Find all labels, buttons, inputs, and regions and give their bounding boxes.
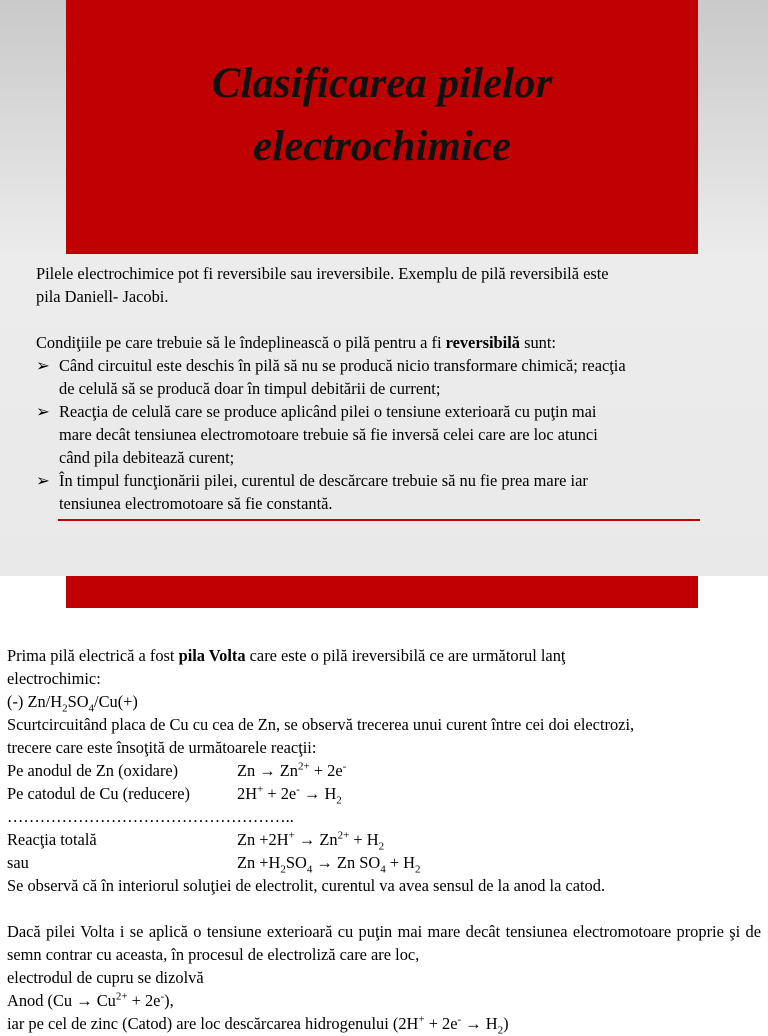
alt-reaction [7, 851, 761, 874]
eq-part: → H [461, 1014, 498, 1033]
eq-sup: 2+ [298, 760, 310, 773]
cond-end: sunt: [519, 333, 556, 352]
electrochemical-chain [7, 690, 761, 713]
chain-sub: 4 [88, 702, 95, 715]
eq-sup: - [296, 783, 300, 796]
total-label: Reacţia totală [7, 830, 97, 849]
title-line-1: Clasificarea pilelor [211, 60, 553, 107]
bullet-1-line-1: Când circuitul este deschis în pilă să nu se producă nicio transformare chimică; reacţia [59, 356, 626, 375]
bullet-2-line-3: când pila debitează curent; [59, 448, 235, 467]
eq-part: + 2e [309, 761, 343, 780]
eq-sub: 4 [380, 863, 386, 876]
eq-sup: - [342, 760, 347, 773]
bullet-3-line-2: tensiunea electromotoare să fie constantă. [59, 494, 333, 513]
eq-sub: 2 [497, 1024, 504, 1036]
anode-copper [7, 989, 761, 1012]
slide-1-body [36, 262, 736, 515]
eq-part: → H [299, 784, 337, 803]
volta-text-2: care este o pilă ireversibilă ce are următorul lanţ [245, 646, 566, 665]
chain-part: /Cu(+) [94, 692, 138, 711]
bullet-item-2 [36, 400, 736, 469]
arrow-bullet-icon: ➢ [36, 356, 50, 375]
shortcircuit-paragraph [7, 713, 761, 759]
eq-sup: + [257, 783, 264, 796]
anode-reaction [7, 759, 761, 782]
anode-label: Pe anodul de Zn (oxidare) [7, 761, 179, 780]
bullet-item-1 [36, 354, 736, 400]
eq-part: Zn +H [237, 853, 281, 872]
eq-part: → Zn [294, 830, 338, 849]
bullet-2-line-2: mare decât tensiunea electromotoare trebuie să fie inversă celei care are loc atunci [59, 425, 598, 444]
eq-part: + H [349, 830, 379, 849]
eq-part: 2H [237, 784, 258, 803]
dotted-separator: …………………………………………….. [7, 807, 294, 826]
volta-text-3: electrochimic: [7, 669, 101, 688]
volta-text: Prima pilă electrică a fost [7, 646, 179, 665]
electrolysis-line-1: Dacă pilei Volta i se aplică o tensiune exterioară cu puţin mai mare decât tensiunea [7, 922, 568, 941]
current-direction: Se observă că în interiorul soluţiei de electrolit, curentul va avea sensul de la anod la catod. [7, 876, 606, 895]
title-line-2: electrochimice [253, 123, 511, 170]
total-reaction [7, 828, 761, 851]
slide-title [66, 52, 698, 178]
intro-text: Pilele electrochimice pot fi reversibile sau ireversibile. Exemplu de pilă [36, 264, 510, 283]
electrolysis-line-3: electrodul de cupru se dizolvă [7, 968, 204, 987]
eq-sub: 2 [414, 863, 421, 876]
volta-emph: pila Volta [178, 646, 246, 665]
volta-intro [7, 644, 761, 690]
electrolysis-paragraph [7, 920, 761, 989]
red-divider [58, 519, 700, 521]
chain-part: SO [67, 692, 89, 711]
eq-part: iar pe cel de zinc (Catod) are loc descărcarea hidrogenului (2H [7, 1014, 419, 1033]
eq-sup: - [457, 1013, 462, 1026]
title-banner-2 [66, 576, 698, 608]
arrow-bullet-icon: ➢ [36, 402, 50, 421]
cond-text: Condiţiile pe care trebuie să le îndeplinească o pilă pentru a fi [36, 333, 446, 352]
slide-2-body [7, 644, 761, 1035]
eq-part: Zn +2H [237, 830, 289, 849]
eq-sub: 2 [378, 840, 385, 853]
eq-part: ) [503, 1014, 509, 1033]
cond-emph: reversibilă [445, 333, 520, 352]
cathode-label: Pe catodul de Cu (reducere) [7, 784, 190, 803]
eq-sup: 2+ [337, 829, 350, 842]
cathode-reaction [7, 782, 761, 805]
chain-part: (-) Zn/H [7, 692, 63, 711]
eq-sub: 2 [280, 863, 286, 876]
conditions-heading [36, 331, 736, 354]
eq-part: + H [385, 853, 415, 872]
eq-part: Zn → Zn [237, 761, 299, 780]
bullet-1-line-2: de celulă să se producă doar în timpul debitării de current; [59, 379, 441, 398]
eq-sup: + [418, 1013, 425, 1026]
eq-sup: 2+ [115, 990, 128, 1003]
intro-paragraph [36, 262, 736, 308]
bullet-item-3 [36, 469, 736, 515]
eq-sub: 2 [336, 794, 342, 807]
alt-label: sau [7, 853, 29, 872]
eq-part: + 2e [263, 784, 297, 803]
chain-sub: 2 [62, 702, 68, 715]
eq-part: ), [164, 991, 174, 1010]
eq-part: + 2e [424, 1014, 458, 1033]
eq-sup: - [160, 990, 165, 1003]
intro-text-2: pila Daniell- Jacobi. [36, 287, 169, 306]
bullet-2-line-1: Reacţia de celulă care se produce aplicând pilei o tensiune exterioară cu puţin mai [59, 402, 597, 421]
eq-part: → Zn SO [312, 853, 381, 872]
slide-2 [0, 576, 768, 1036]
eq-sup: + [288, 829, 295, 842]
eq-part: Anod (Cu → Cu [7, 991, 116, 1010]
shortcircuit-line-2: trecere care este însoţită de următoarele reacţii: [7, 738, 317, 757]
arrow-bullet-icon: ➢ [36, 471, 50, 490]
eq-part: + 2e [127, 991, 161, 1010]
electrolysis-line-2: electromotoare proprie şi de semn contrar cu aceasta, în procesul de electroliză care are loc, [7, 922, 761, 964]
eq-part: SO [285, 853, 307, 872]
bullet-3-line-1: În timpul funcţionării pilei, curentul de descărcare trebuie să nu fie prea mare iar [59, 471, 588, 490]
intro-text-emph: reversibilă este [509, 264, 609, 283]
shortcircuit-line-1: Scurtcircuitând placa de Cu cu cea de Zn, se observă trecerea unui curent între cei doi electrozi, [7, 715, 635, 734]
eq-sub: 4 [306, 863, 313, 876]
